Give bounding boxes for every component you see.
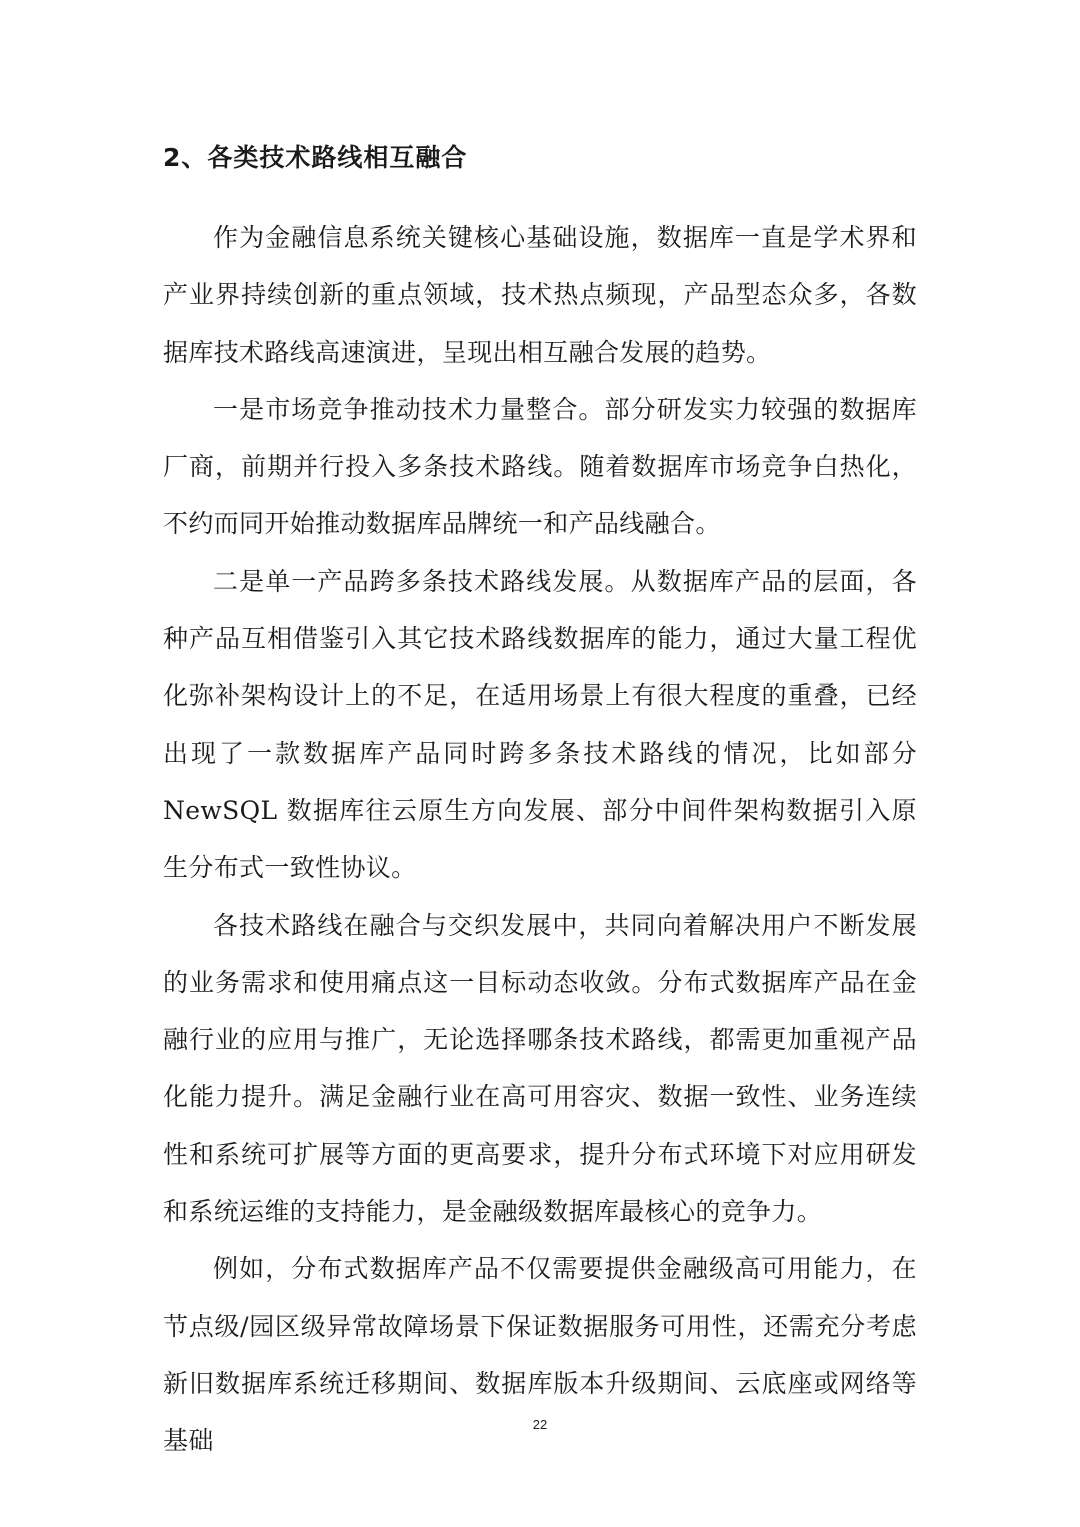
- paragraph-intro: 作为金融信息系统关键核心基础设施，数据库一直是学术界和产业界持续创新的重点领域，技术热点频现，产品型态众多，各数据库技术路线高速演进，呈现出相互融合发展的趋势。: [163, 223, 917, 367]
- section-heading: 2、各类技术路线相互融合: [163, 143, 468, 172]
- paragraph-example: 例如，分布式数据库产品不仅需要提供金融级高可用能力，在节点级/园区级异常故障场景下保证数据服务可用性，还需充分考虑新旧数据库系统迁移期间、数据库版本升级期间、云底座或网络等基础: [163, 1254, 917, 1456]
- paragraph-convergence: 各技术路线在融合与交织发展中，共同向着解决用户不断发展的业务需求和使用痛点这一目标动态收敛。分布式数据库产品在金融行业的应用与推广，无论选择哪条技术路线，都需更加重视产品化能力提升。满足金融行业在高可用容灾、数据一致性、业务连续性和系统可扩展等方面的更高要求，提升分布式环境下对应用研发和系统运维的支持能力，是金融级数据库最核心的竞争力。: [163, 910, 917, 1227]
- body-text: [163, 209, 917, 1470]
- paragraph-point-two: 二是单一产品跨多条技术路线发展。从数据库产品的层面，各种产品互相借鉴引入其它技术路线数据库的能力，通过大量工程优化弥补架构设计上的不足，在适用场景上有很大程度的重叠，已经出现了一款数据库产品同时跨多条技术路线的情况，比如部分 NewSQL 数据库往云原生方向发展、部分中间件架构数据引入原生分布式一致性协议。: [163, 566, 917, 883]
- page-number: 22: [532, 1417, 548, 1432]
- paragraph-point-one: 一是市场竞争推动技术力量整合。部分研发实力较强的数据库厂商，前期并行投入多条技术路线。随着数据库市场竞争白热化，不约而同开始推动数据库品牌统一和产品线融合。: [163, 394, 917, 539]
